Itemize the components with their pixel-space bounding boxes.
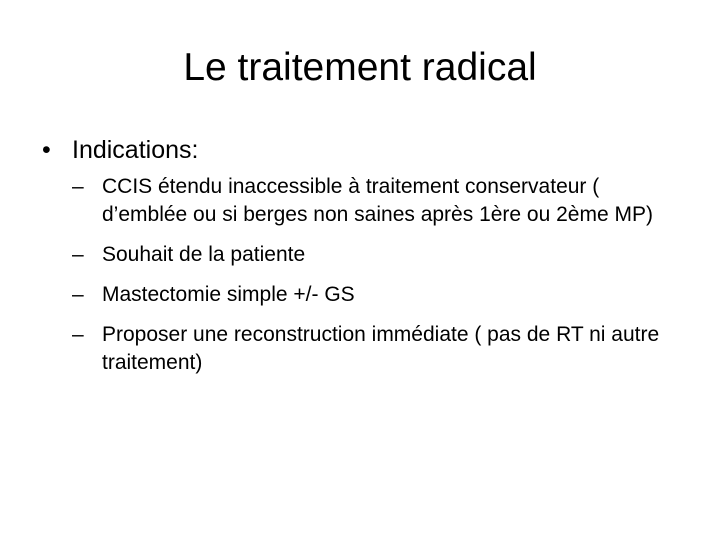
sub-bullet-souhait bbox=[36, 241, 686, 269]
sub-bullet-text: CCIS étendu inaccessible à traitement conservateur ( d’emblée ou si berges non saines après 1ère ou 2ème MP) bbox=[102, 175, 653, 226]
sub-bullet-ccis bbox=[36, 173, 686, 229]
dash-marker: – bbox=[72, 175, 84, 198]
sub-bullet-mastectomie bbox=[36, 281, 686, 309]
dash-marker: – bbox=[72, 283, 84, 306]
sub-bullet-reconstruction bbox=[36, 321, 686, 377]
sub-bullet-text: Souhait de la patiente bbox=[102, 243, 306, 266]
slide-body bbox=[36, 131, 686, 389]
sub-bullet-list bbox=[36, 173, 686, 377]
dash-marker: – bbox=[72, 243, 84, 266]
bullet-marker: • bbox=[42, 136, 51, 164]
bullet-indications bbox=[36, 131, 686, 169]
sub-bullet-text: Proposer une reconstruction immédiate ( pas de RT ni autre traitement) bbox=[102, 323, 660, 374]
dash-marker: – bbox=[72, 323, 84, 346]
sub-bullet-text: Mastectomie simple +/- GS bbox=[102, 283, 355, 306]
bullet-text: Indications: bbox=[72, 136, 199, 164]
slide-title: Le traitement radical bbox=[183, 46, 537, 89]
